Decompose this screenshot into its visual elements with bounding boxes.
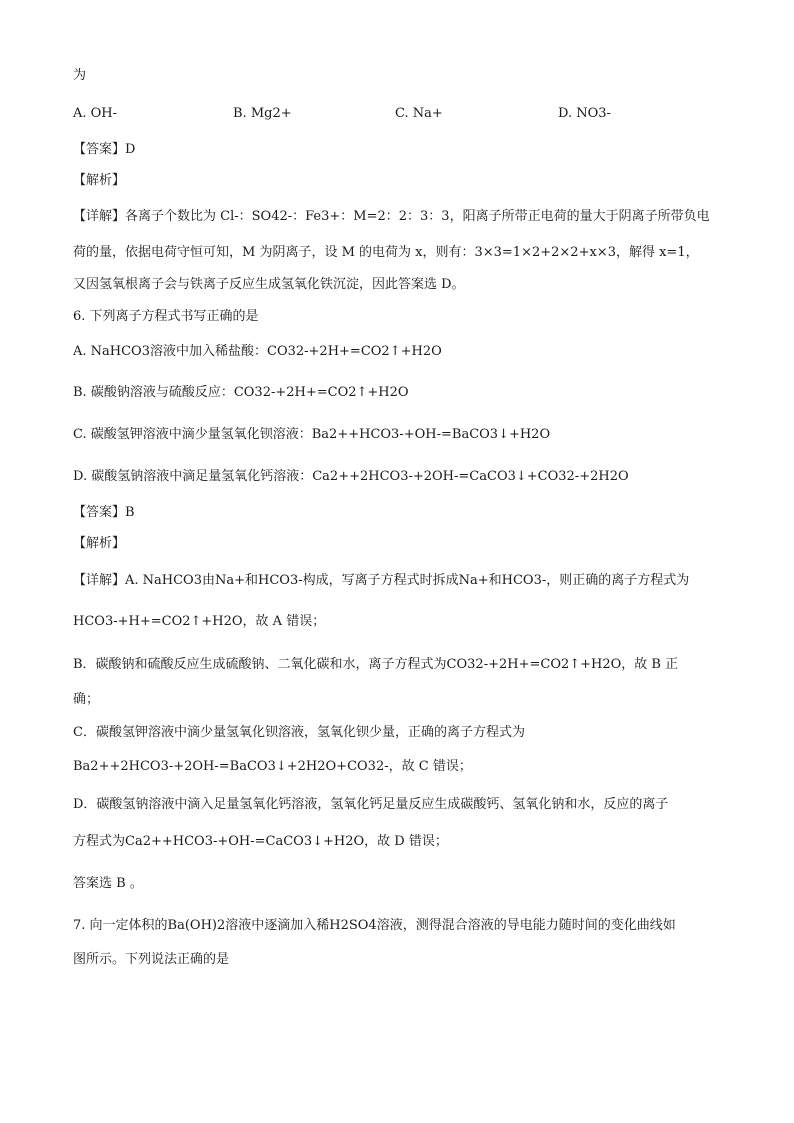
q5-option-b: B. Mg2+	[233, 106, 292, 121]
text-fragment: 为	[73, 68, 87, 83]
q5-option-d: D. NO3-	[558, 106, 611, 121]
q6-conclusion: 答案选 B 。	[73, 876, 143, 891]
q5-option-a: A. OH-	[73, 106, 118, 121]
q5-answer: 【答案】D	[73, 142, 136, 157]
q6-detail-line: B．碳酸钠和硫酸反应生成硫酸钠、二氧化碳和水，离子方程式为CO32-+2H+=CO2↑+H2O，故 B 正	[73, 657, 679, 672]
q6-detail-line: C．碳酸氢钾溶液中滴少量氢氧化钡溶液，氢氧化钡少量，正确的离子方程式为	[73, 725, 525, 740]
q6-option-b: B. 碳酸钠溶液与硫酸反应：CO32-+2H+=CO2↑+H2O	[73, 385, 409, 400]
q6-answer: 【答案】B	[73, 505, 135, 520]
q5-detail-line: 又因氢氧根离子会与铁离子反应生成氢氧化铁沉淀，因此答案选 D。	[73, 277, 465, 292]
q6-option-a: A. NaHCO3溶液中加入稀盐酸：CO32-+2H+=CO2↑+H2O	[73, 344, 442, 359]
q6-detail-line: 【详解】A. NaHCO3由Na+和HCO3-构成，写离子方程式时拆成Na+和HCO3-，则正确的离子方程式为	[73, 573, 690, 588]
q6-option-c: C. 碳酸氢钾溶液中滴少量氢氧化钡溶液：Ba2++HCO3-+OH-=BaCO3↓+H2O	[73, 427, 551, 442]
q6-detail-line: Ba2++2HCO3-+2OH-=BaCO3↓+2H2O+CO32-，故 C 错误；	[73, 759, 472, 774]
q6-detail-line: 确；	[73, 692, 100, 707]
q7-stem-line: 7. 向一定体积的Ba(OH)2溶液中逐滴加入稀H2SO4溶液，测得混合溶液的导电能力随时间的变化曲线如	[73, 918, 676, 933]
q6-detail-line: D．碳酸氢钠溶液中滴入足量氢氧化钙溶液，氢氧化钙足量反应生成碳酸钙、氢氧化钠和水，反应的离子	[73, 797, 669, 812]
q5-analysis-heading: 【解析】	[73, 173, 126, 188]
q6-detail-line: HCO3-+H+=CO2↑+H2O，故 A 错误；	[73, 614, 326, 629]
q5-option-c: C. Na+	[395, 106, 443, 121]
q5-detail-line: 【详解】各离子个数比为 Cl-：SO42-：Fe3+：M=2：2：3：3，阳离子所带正电荷的量大于阴离子所带负电	[73, 209, 710, 224]
q6-stem: 6. 下列离子方程式书写正确的是	[73, 309, 259, 324]
q6-detail-line: 方程式为Ca2++HCO3-+OH-=CaCO3↓+H2O，故 D 错误；	[73, 834, 448, 849]
q5-detail-line: 荷的量，依据电荷守恒可知，M 为阴离子，设 M 的电荷为 x，则有：3×3=1×2+2×2+x×3，解得 x=1，	[73, 245, 699, 260]
q7-stem-line: 图所示。下列说法正确的是	[73, 952, 230, 967]
q6-analysis-heading: 【解析】	[73, 536, 126, 551]
q6-option-d: D. 碳酸氢钠溶液中滴足量氢氧化钙溶液：Ca2++2HCO3-+2OH-=CaCO3↓+CO32-+2H2O	[73, 469, 629, 484]
